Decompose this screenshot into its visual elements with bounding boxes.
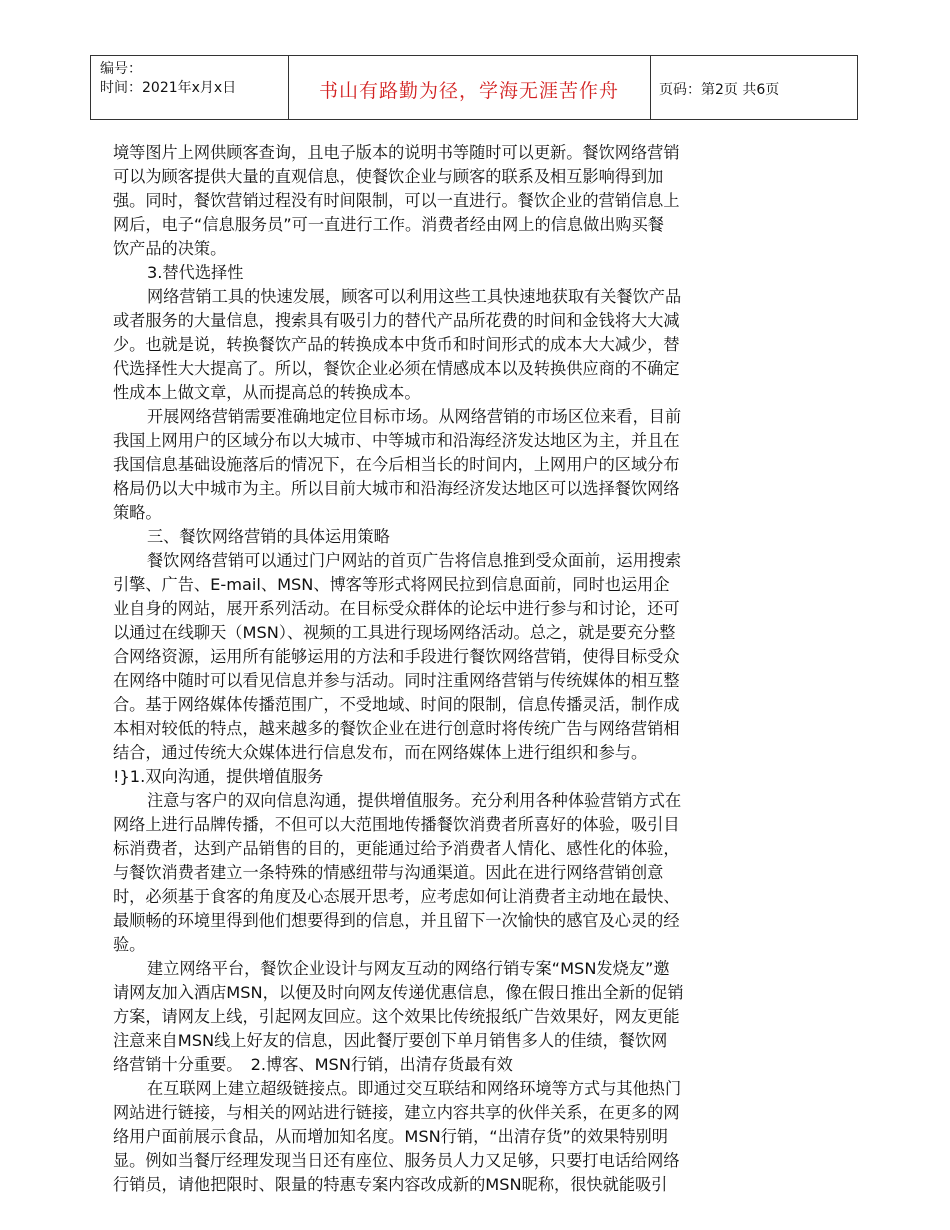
page-number-info: 页码：第2页 共6页 <box>659 82 780 98</box>
document-body <box>113 141 773 1197</box>
body-line: 网络上进行品牌传播，不但可以大范围地传播餐饮消费者所喜好的体验，吸引目 <box>113 815 680 834</box>
paragraph-first-line: 餐饮网络营销可以通过门户网站的首页广告将信息推到受众面前，运用搜索 <box>147 551 682 570</box>
body-line: 络用户面前展示食品，从而增加知名度。MSN行销，“出清存货”的效果特别明 <box>113 1127 668 1146</box>
header-page-cell <box>650 56 857 119</box>
paragraph-first-line: 注意与客户的双向信息沟通，提供增值服务。充分利用各种体验营销方式在 <box>147 791 682 810</box>
page-header <box>90 55 858 120</box>
body-line: 可以为顾客提供大量的直观信息，使餐饮企业与顾客的联系及相互影响得到加 <box>113 167 664 186</box>
body-line: 策略。 <box>113 503 162 522</box>
body-line: 代选择性大大提高了。所以，餐饮企业必须在情感成本以及转换供应商的不确定 <box>113 359 680 378</box>
body-line: 与餐饮消费者建立一条特殊的情感纽带与沟通渠道。因此在进行网络营销创意 <box>113 863 664 882</box>
body-line: 合网络资源，运用所有能够运用的方法和手段进行餐饮网络营销，使得目标受众 <box>113 647 680 666</box>
body-line: 结合，通过传统大众媒体进行信息发布，而在网络媒体上进行组织和参与。 <box>113 743 648 762</box>
body-line: 时，必须基于食客的角度及心态展开思考，应考虑如何让消费者主动地在最快、 <box>113 887 680 906</box>
header-motto: 书山有路勤为径，学海无涯苦作舟 <box>318 80 619 102</box>
body-line: 合。基于网络媒体传播范围广，不受地域、时间的限制，信息传播灵活，制作成 <box>113 695 680 714</box>
section-heading: !}1.双向沟通，提供增值服务 <box>113 767 324 786</box>
body-line: 最顺畅的环境里得到他们想要得到的信息，并且留下一次愉快的感官及心灵的经 <box>113 911 680 930</box>
body-line: 引擎、广告、E-mail、MSN、博客等形式将网民拉到信息面前，同时也运用企 <box>113 575 670 594</box>
paragraph-first-line: 网络营销工具的快速发展，顾客可以利用这些工具快速地获取有关餐饮产品 <box>147 287 682 306</box>
body-line: 显。例如当餐厅经理发现当日还有座位、服务员人力又足够，只要打电话给网络 <box>113 1151 680 1170</box>
body-line: 网后，电子“信息服务员”可一直进行工作。消费者经由网上的信息做出购买餐 <box>113 215 664 234</box>
body-line: 境等图片上网供顾客查询，且电子版本的说明书等随时可以更新。餐饮网络营销 <box>113 143 680 162</box>
body-line: 在网络中随时可以看见信息并参与活动。同时注重网络营销与传统媒体的相互整 <box>113 671 680 690</box>
body-line: 络营销十分重要。 2.博客、MSN行销，出清存货最有效 <box>113 1055 513 1074</box>
body-line: 业自身的网站，展开系列活动。在目标受众群体的论坛中进行参与和讨论，还可 <box>113 599 680 618</box>
body-line: 请网友加入酒店MSN，以便及时向网友传递优惠信息，像在假日推出全新的促销 <box>113 983 684 1002</box>
paragraph-first-line: 开展网络营销需要准确地定位目标市场。从网络营销的市场区位来看，目前 <box>147 407 682 426</box>
body-line: 格局仍以大中城市为主。所以目前大城市和沿海经济发达地区可以选择餐饮网络 <box>113 479 680 498</box>
body-line: 方案，请网友上线，引起网友回应。这个效果比传统报纸广告效果好，网友更能 <box>113 1007 680 1026</box>
document-number-label: 编号： <box>100 61 142 77</box>
document-date-label: 时间：2021年x月x日 <box>100 80 237 96</box>
body-line: 少。也就是说，转换餐饮产品的转换成本中货币和时间形式的成本大大减少，替 <box>113 335 680 354</box>
body-line: 网站进行链接，与相关的网站进行链接，建立内容共享的伙伴关系，在更多的网 <box>113 1103 680 1122</box>
body-line: 饮产品的决策。 <box>113 239 227 258</box>
section-heading: 三、餐饮网络营销的具体运用策略 <box>147 527 390 546</box>
body-line: 以通过在线聊天（MSN）、视频的工具进行现场网络活动。总之，就是要充分整 <box>113 623 676 642</box>
body-line: 行销员，请他把限时、限量的特惠专案内容改成新的MSN昵称，很快就能吸引 <box>113 1175 668 1194</box>
body-line: 标消费者，达到产品销售的目的，更能通过给予消费者人情化、感性化的体验， <box>113 839 680 858</box>
body-line: 我国上网用户的区域分布以大城市、中等城市和沿海经济发达地区为主，并且在 <box>113 431 680 450</box>
body-line: 强。同时，餐饮营销过程没有时间限制，可以一直进行。餐饮企业的营销信息上 <box>113 191 680 210</box>
body-line: 本相对较低的特点，越来越多的餐饮企业在进行创意时将传统广告与网络营销相 <box>113 719 680 738</box>
body-line: 性成本上做文章，从而提高总的转换成本。 <box>113 383 421 402</box>
header-meta-cell <box>91 56 289 119</box>
section-heading: 3.替代选择性 <box>147 263 244 282</box>
body-line: 注意来自MSN线上好友的信息，因此餐厅要创下单月销售多人的佳绩，餐饮网 <box>113 1031 668 1050</box>
body-line: 或者服务的大量信息，搜索具有吸引力的替代产品所花费的时间和金钱将大大减 <box>113 311 680 330</box>
body-line: 验。 <box>113 935 146 954</box>
header-motto-cell <box>288 56 651 119</box>
body-line: 我国信息基础设施落后的情况下，在今后相当长的时间内，上网用户的区域分布 <box>113 455 680 474</box>
paragraph-first-line: 建立网络平台，餐饮企业设计与网友互动的网络行销专案“MSN发烧友”邀 <box>147 959 670 978</box>
paragraph-first-line: 在互联网上建立超级链接点。即通过交互联结和网络环境等方式与其他热门 <box>147 1079 682 1098</box>
